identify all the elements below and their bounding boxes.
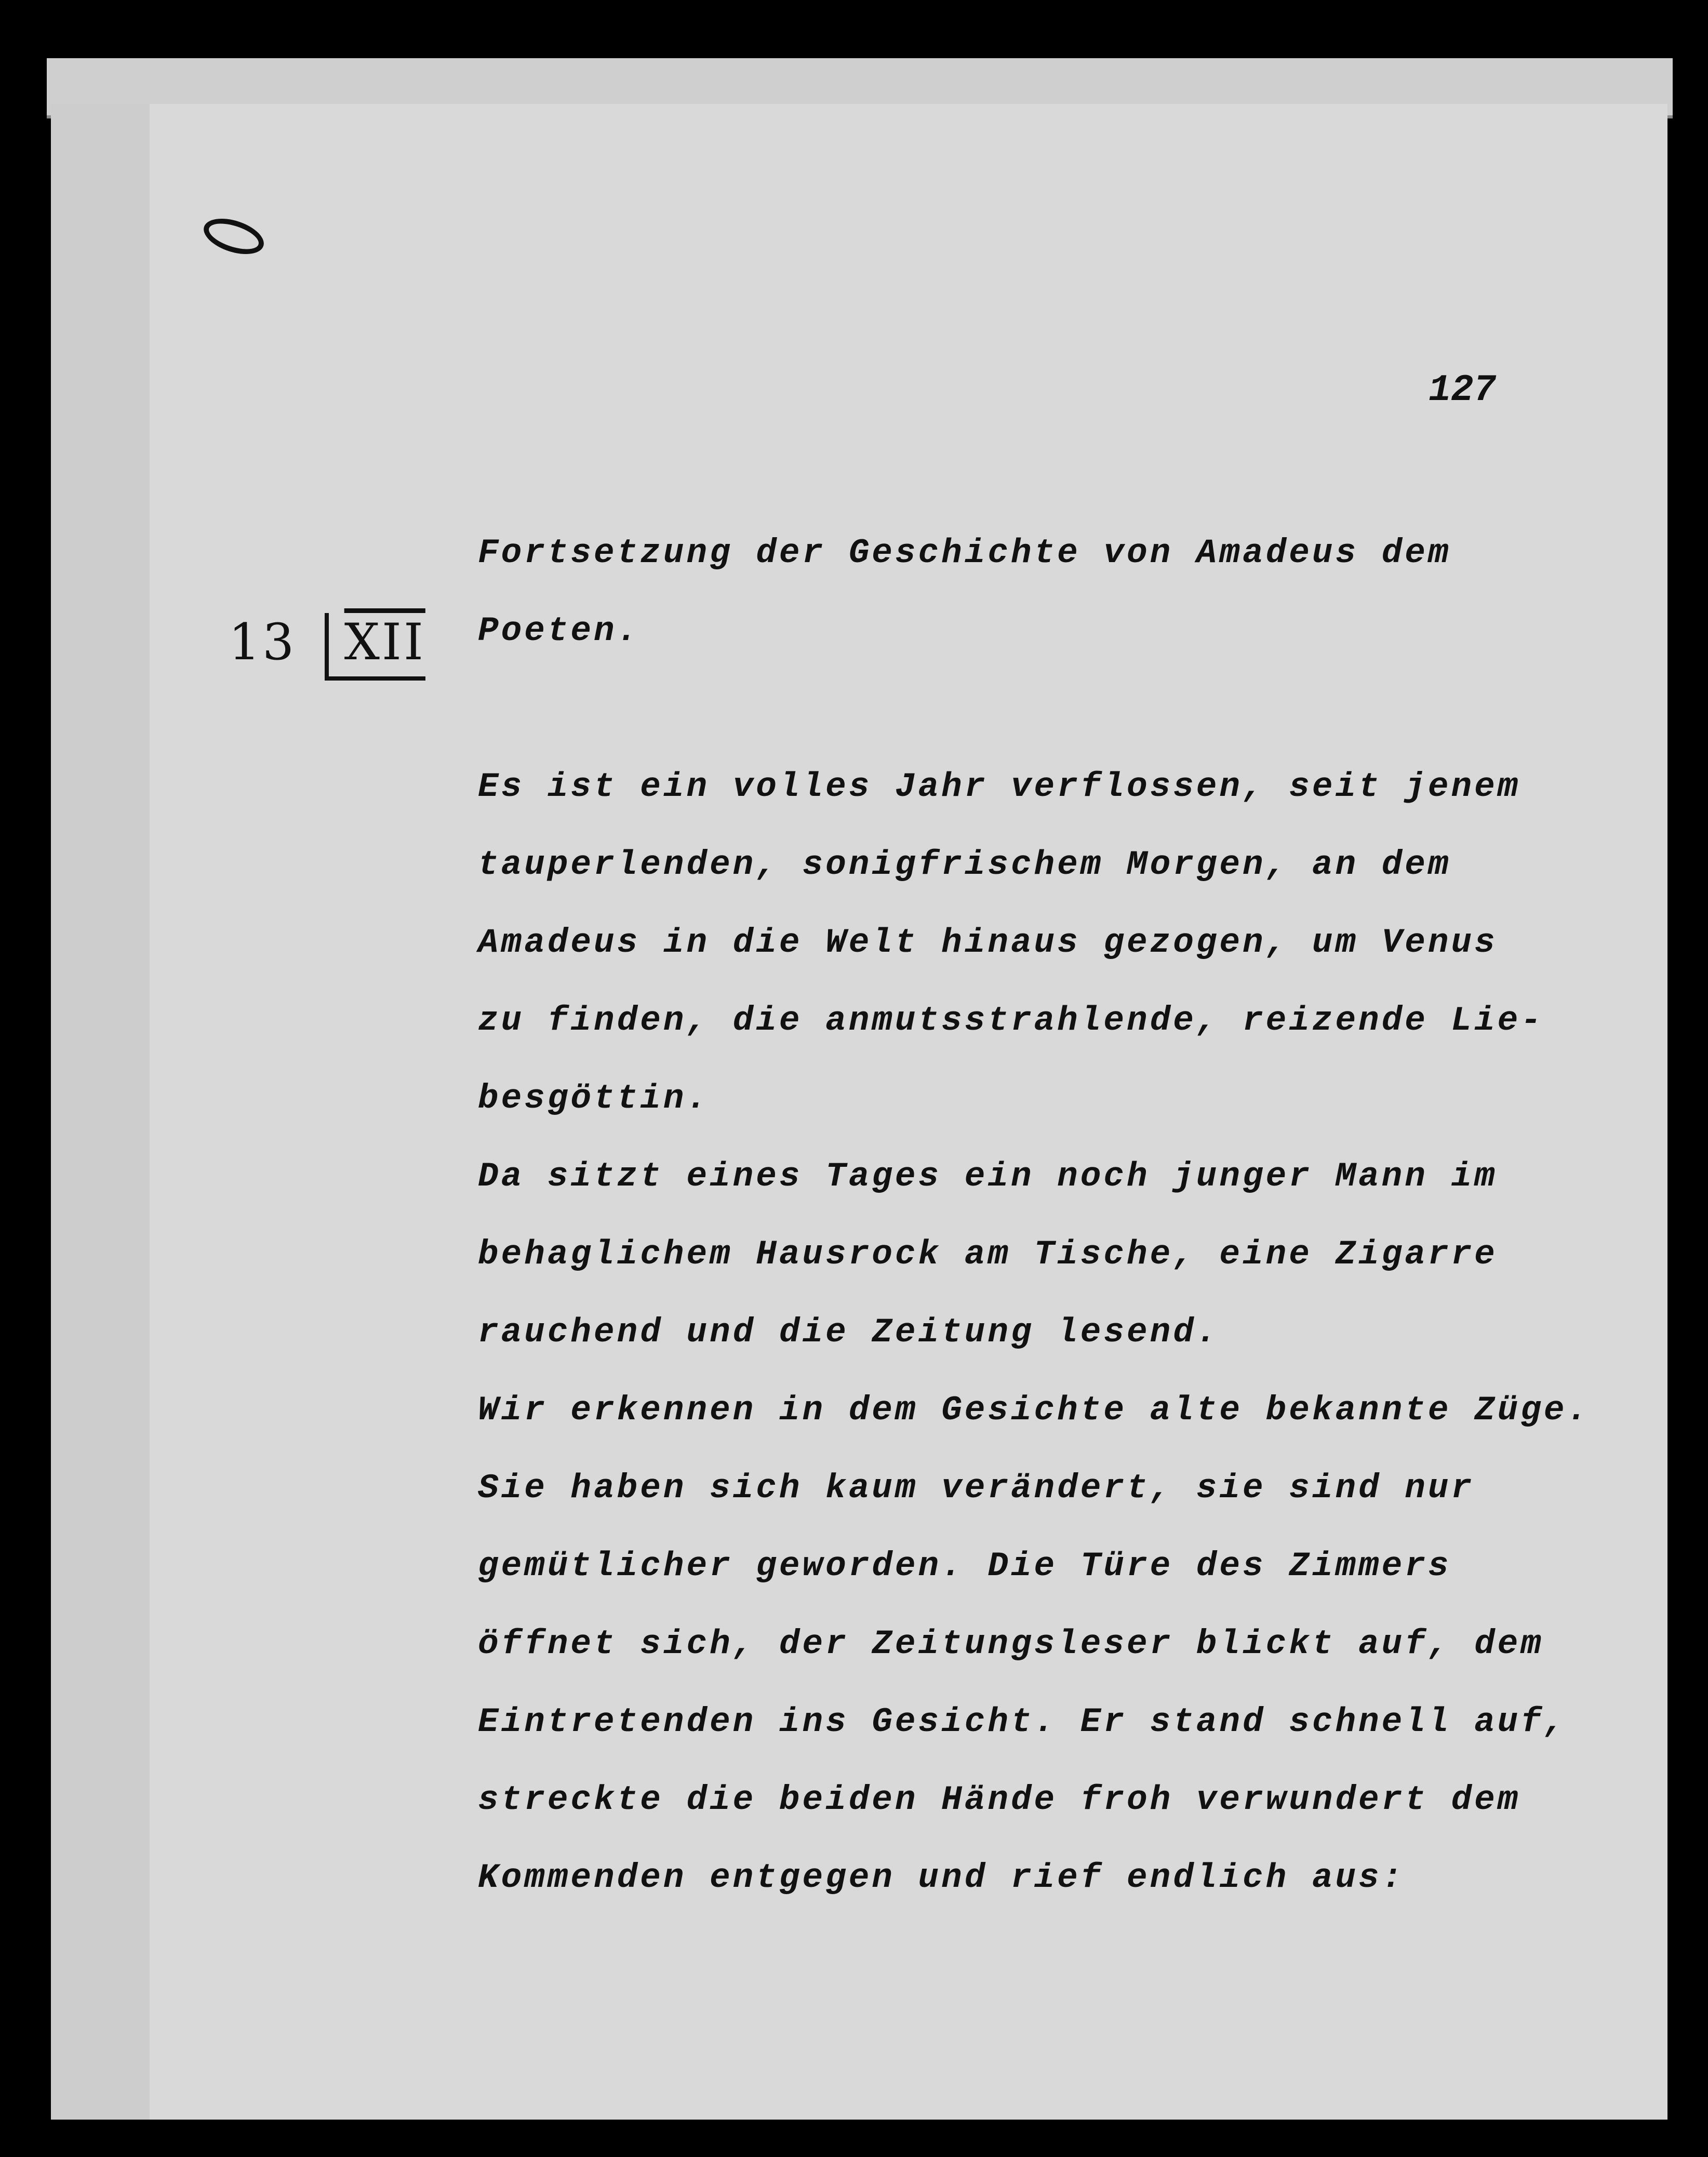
body-line: Kommenden entgegen und rief endlich aus: — [478, 1858, 1405, 1897]
body-line: Sie haben sich kaum verändert, sie sind nur — [478, 1469, 1475, 1508]
page-margin-strip — [51, 104, 150, 2120]
body-line: behaglichem Hausrock am Tische, eine Zigarre — [478, 1235, 1498, 1274]
margin-note-roman: $\overline{XII}$ — [325, 613, 425, 681]
body-line: Amadeus in die Welt hinaus gezogen, um Venus — [478, 923, 1498, 962]
body-line: zu finden, die anmutsstrahlende, reizende Lie- — [478, 1001, 1544, 1040]
body-line: besgöttin. — [478, 1079, 710, 1118]
margin-note — [229, 613, 425, 681]
body-line: Eintretenden ins Gesicht. Er stand schnell auf, — [478, 1702, 1567, 1741]
heading-line: Poeten. — [478, 611, 640, 650]
body-line: Wir erkennen in dem Gesichte alte bekannte Züge. — [478, 1391, 1591, 1430]
body-line: tauperlenden, sonigfrischem Morgen, an dem — [478, 845, 1451, 884]
body-line: rauchend und die Zeitung lesend. — [478, 1313, 1220, 1352]
body-line: streckte die beiden Hände froh verwundert dem — [478, 1780, 1521, 1819]
typed-text — [478, 514, 1647, 1917]
body-line: öffnet sich, der Zeitungsleser blickt auf, dem — [478, 1625, 1544, 1663]
margin-note-number: 13 — [229, 613, 297, 671]
body-line: Es ist ein volles Jahr verflossen, seit jenem — [478, 767, 1521, 806]
heading-line: Fortsetzung der Geschichte von Amadeus dem — [478, 534, 1451, 572]
page-number: 127 — [1429, 369, 1496, 411]
body-line: Da sitzt eines Tages ein noch junger Mann im — [478, 1157, 1498, 1196]
body-line: gemütlicher geworden. Die Türe des Zimmers — [478, 1547, 1451, 1586]
